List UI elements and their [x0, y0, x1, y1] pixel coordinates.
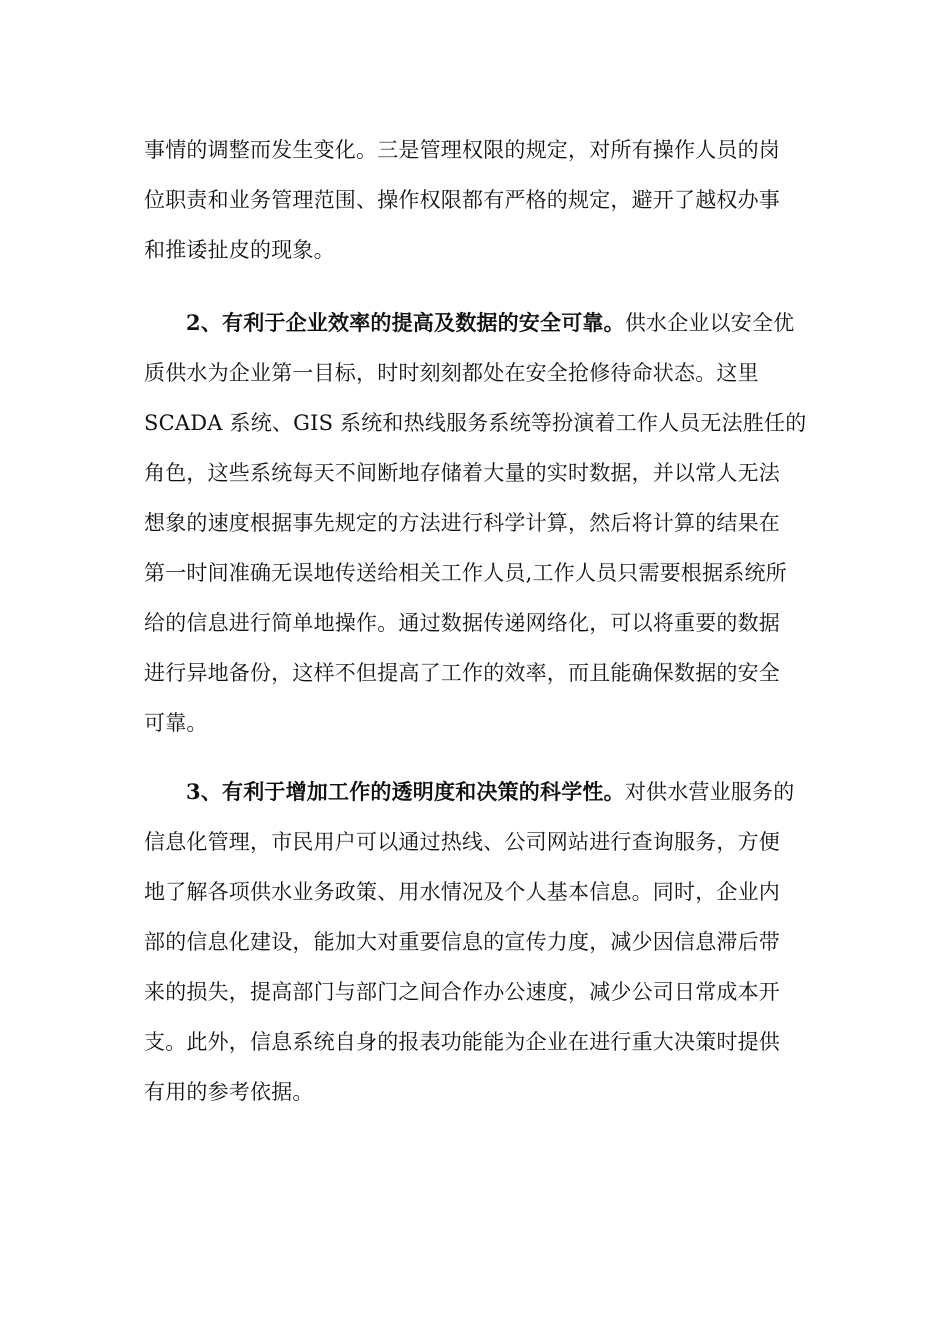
text-line: 信息化管理，市民用户可以通过热线、公司网站进行查询服务，方便 [144, 830, 780, 854]
text-line: 位职责和业务管理范围、操作权限都有严格的规定，避开了越权办事 [144, 188, 780, 212]
paragraph-efficiency-security [144, 298, 812, 748]
text-line: 地了解各项供水业务政策、用水情况及个人基本信息。同时，企业内 [144, 880, 780, 904]
text-run: 对供水营业服务的 [624, 780, 795, 804]
text-line: 角色，这些系统每天不间断地存储着大量的实时数据，并以常人无法 [144, 461, 780, 485]
text-run: 供水企业以安全优 [624, 311, 795, 335]
text-line: 部的信息化建设，能加大对重要信息的宣传力度，减少因信息滞后带 [144, 930, 780, 954]
text-line: 质供水为企业第一目标，时时刻刻都处在安全抢修待命状态。这里 [144, 361, 759, 385]
text-line-first [144, 298, 812, 348]
paragraph-continuation [144, 125, 812, 275]
paragraph-transparency-decision [144, 767, 812, 1117]
text-line: 想象的速度根据事先规定的方法进行科学计算，然后将计算的结果在 [144, 511, 780, 535]
text-line: 可靠。 [144, 711, 208, 735]
text-line: 事情的调整而发生变化。三是管理权限的规定，对所有操作人员的岗 [144, 138, 780, 162]
text-line: 第一时间准确无误地传送给相关工作人员,工作人员只需要根据系统所 [144, 561, 787, 585]
text-line: 进行异地备份，这样不但提高了工作的效率，而且能确保数据的安全 [144, 661, 780, 685]
text-line: 给的信息进行简单地操作。通过数据传递网络化，可以将重要的数据 [144, 611, 780, 635]
text-line: 支。此外，信息系统自身的报表功能能为企业在进行重大决策时提供 [144, 1030, 780, 1054]
paragraph-heading: 2、有利于企业效率的提高及数据的安全可靠。 [186, 310, 625, 335]
text-line: 来的损失，提高部门与部门之间合作办公速度，减少公司日常成本开 [144, 980, 780, 1004]
text-line: SCADA 系统、GIS 系统和热线服务系统等扮演着工作人员无法胜任的 [144, 411, 807, 435]
text-line: 有用的参考依据。 [144, 1080, 314, 1104]
text-line: 和推诿扯皮的现象。 [144, 238, 335, 262]
paragraph-heading: 3、有利于增加工作的透明度和决策的科学性。 [186, 779, 625, 804]
text-line-first [144, 767, 812, 817]
